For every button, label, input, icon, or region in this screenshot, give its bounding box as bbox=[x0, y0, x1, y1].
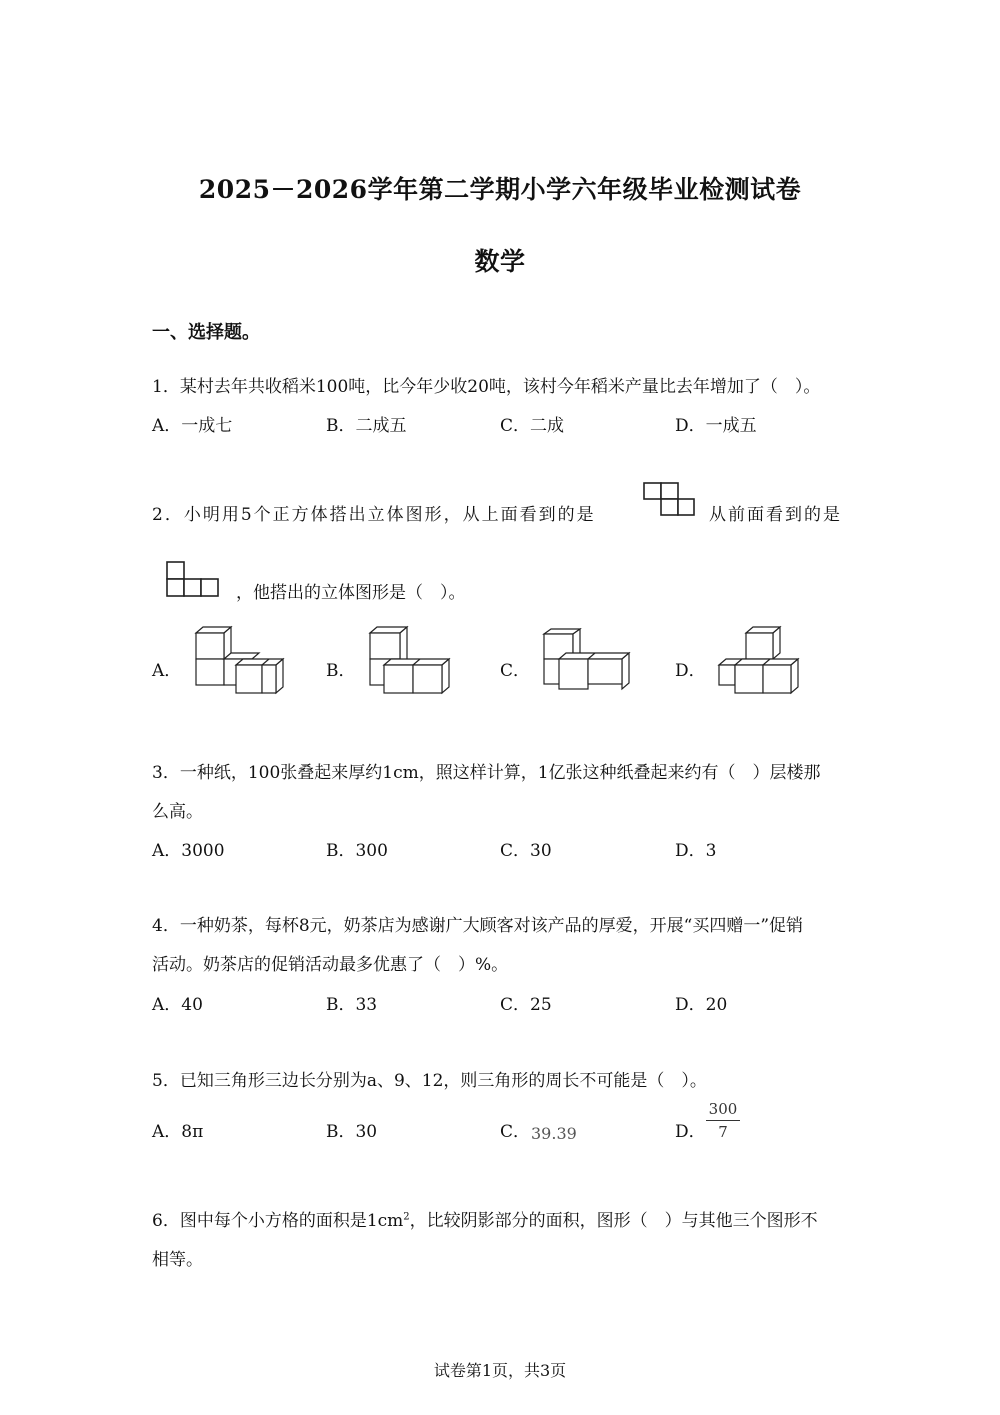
q5-option-b[interactable]: B．30 bbox=[326, 1122, 378, 1142]
q4-option-a[interactable]: A．40 bbox=[152, 995, 203, 1015]
question-2-text-a: 2．小明用5个正方体搭出立体图形，从上面看到的是 bbox=[152, 505, 596, 525]
q3-option-a[interactable]: A．3000 bbox=[152, 841, 225, 861]
fraction-denominator: 7 bbox=[718, 1123, 728, 1141]
cube-figure-b bbox=[369, 626, 451, 694]
q3-option-d[interactable]: D．3 bbox=[675, 841, 717, 861]
exam-title: 2025－2026学年第二学期小学六年级毕业检测试卷 bbox=[198, 175, 802, 204]
question-3-text-a: 3．一种纸，100张叠起来厚约1cm，照这样计算，1亿张这种纸叠起来约有（ ）层楼那 bbox=[152, 763, 821, 783]
q2-option-d[interactable]: D． bbox=[675, 661, 706, 681]
page-footer: 试卷第1页，共3页 bbox=[433, 1361, 567, 1380]
q2-option-c[interactable]: C． bbox=[500, 661, 531, 681]
q1-option-c[interactable]: C．二成 bbox=[500, 416, 565, 436]
q6-text-part-1: 6．图中每个小方格的面积是1cm bbox=[152, 1211, 404, 1231]
q1-option-b[interactable]: B．二成五 bbox=[326, 416, 407, 436]
question-4-text-a: 4．一种奶茶，每杯8元，奶茶店为感谢广大顾客对该产品的厚爱，开展“买四赠一”促销 bbox=[152, 916, 804, 936]
q5-option-c-value: 39.39 bbox=[531, 1124, 577, 1143]
subject-title: 数学 bbox=[474, 247, 526, 276]
top-view-grid-icon bbox=[643, 482, 695, 516]
cube-figure-a bbox=[195, 626, 287, 694]
question-4-text-b: 活动。奶茶店的促销活动最多优惠了（ ）%。 bbox=[152, 955, 509, 975]
q5-option-c[interactable]: C． bbox=[500, 1122, 531, 1142]
cube-figure-d bbox=[718, 626, 800, 694]
question-2-text-c: ，他搭出的立体图形是（ ）。 bbox=[236, 583, 466, 603]
question-6-text-c: 相等。 bbox=[152, 1250, 203, 1270]
q4-option-d[interactable]: D．20 bbox=[675, 995, 728, 1015]
q1-option-d[interactable]: D．一成五 bbox=[675, 416, 757, 436]
q6-text-part-2: ，比较阴影部分的面积，图形（ ）与其他三个图形不 bbox=[409, 1211, 818, 1231]
front-view-grid-icon bbox=[166, 561, 220, 597]
fraction-numerator: 300 bbox=[706, 1100, 740, 1121]
question-3-text-b: 么高。 bbox=[152, 802, 203, 822]
question-1-text: 1．某村去年共收稻米100吨，比今年少收20吨，该村今年稻米产量比去年增加了（ ）。 bbox=[152, 377, 821, 397]
q4-option-c[interactable]: C．25 bbox=[500, 995, 552, 1015]
q6-superscript: 2 bbox=[403, 1211, 410, 1223]
q2-option-b[interactable]: B． bbox=[326, 661, 356, 681]
q3-option-b[interactable]: B．300 bbox=[326, 841, 388, 861]
q1-option-a[interactable]: A．一成七 bbox=[152, 416, 233, 436]
q3-option-c[interactable]: C．30 bbox=[500, 841, 552, 861]
q4-option-b[interactable]: B．33 bbox=[326, 995, 378, 1015]
cube-figure-c bbox=[543, 628, 633, 690]
question-2-text-b: 从前面看到的是 bbox=[709, 505, 842, 525]
q2-option-a[interactable]: A． bbox=[152, 661, 182, 681]
q5-option-a[interactable]: A．8π bbox=[152, 1122, 204, 1142]
question-5-text: 5．已知三角形三边长分别为a、9、12，则三角形的周长不可能是（ ）。 bbox=[152, 1071, 707, 1091]
q5-option-d[interactable]: D． bbox=[675, 1122, 706, 1142]
q5-option-d-fraction bbox=[706, 1100, 740, 1141]
question-6-text-a bbox=[152, 1206, 818, 1231]
section-heading: 一、选择题。 bbox=[152, 322, 260, 343]
